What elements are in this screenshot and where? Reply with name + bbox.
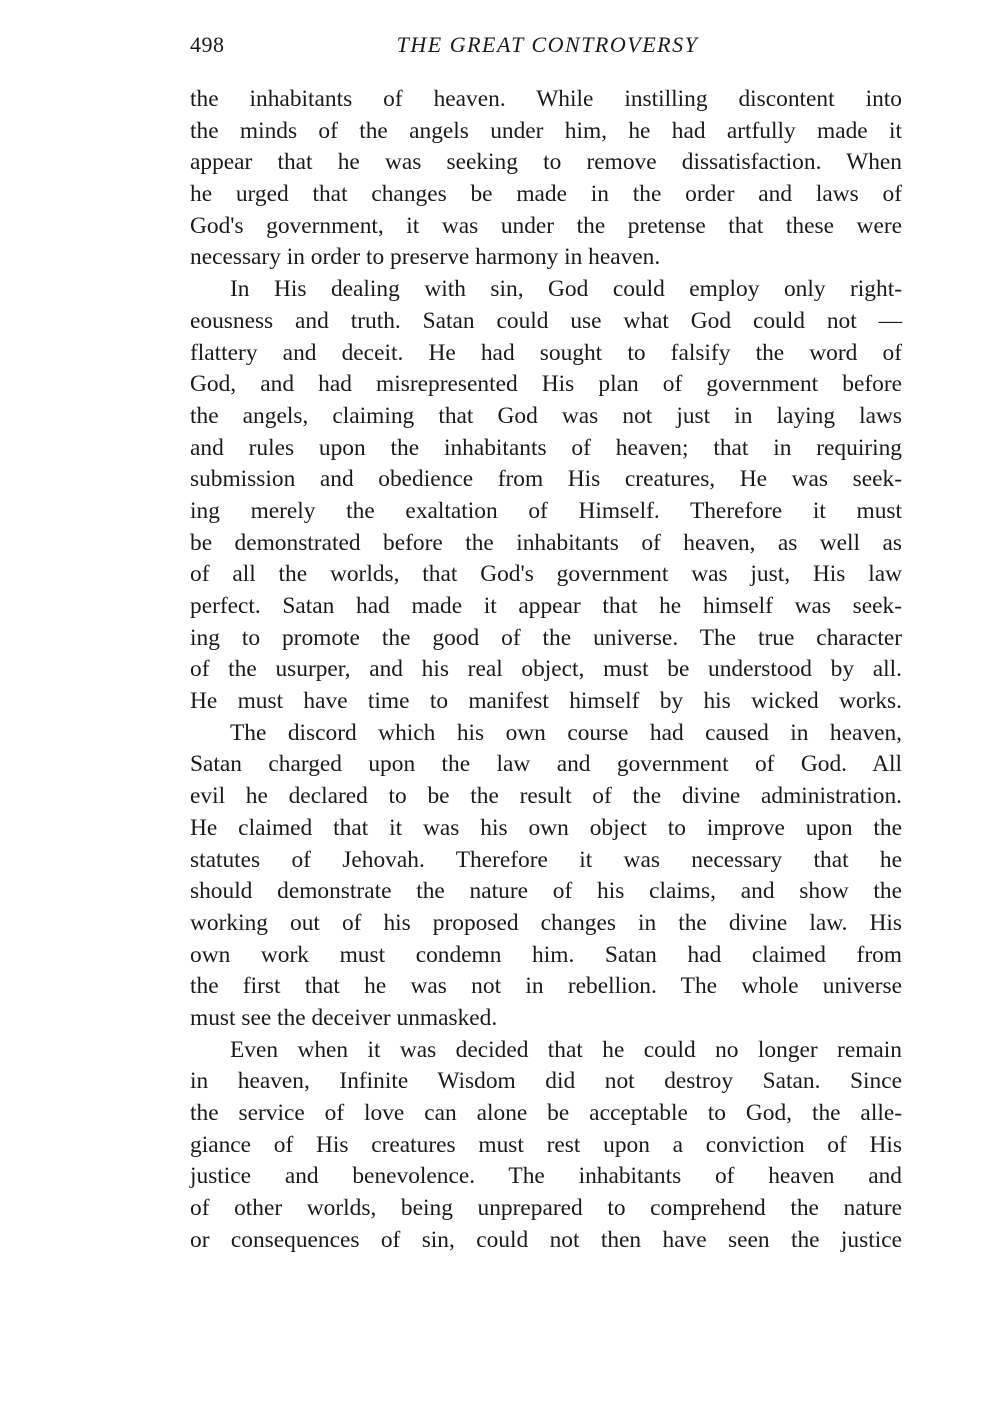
page-number: 498	[190, 32, 225, 57]
text-line: in heaven, Infinite Wisdom did not destroy Satan. Since	[190, 1068, 902, 1095]
text-line: working out of his proposed changes in the divine law. His	[190, 909, 902, 936]
paragraph-start-line: The discord which his own course had caused in heaven,	[230, 719, 902, 746]
page-header	[190, 32, 905, 62]
body-text	[190, 84, 902, 1256]
text-line: own work must condemn him. Satan had claimed from	[190, 941, 902, 968]
text-line: God's government, it was under the pretense that these were	[190, 212, 902, 239]
text-line: be demonstrated before the inhabitants of heaven, as well as	[190, 529, 902, 556]
text-line: or consequences of sin, could not then have seen the justice	[190, 1226, 902, 1253]
text-line: ing merely the exaltation of Himself. Therefore it must	[190, 497, 902, 524]
text-line: statutes of Jehovah. Therefore it was necessary that he	[190, 846, 902, 873]
text-line: ing to promote the good of the universe. The true character	[190, 624, 902, 651]
text-line: giance of His creatures must rest upon a conviction of His	[190, 1131, 902, 1158]
text-line: the first that he was not in rebellion. The whole universe	[190, 973, 902, 1000]
text-line: the minds of the angels under him, he had artfully made it	[190, 117, 902, 144]
text-line: the angels, claiming that God was not just in laying laws	[190, 402, 902, 429]
text-line: should demonstrate the nature of his claims, and show the	[190, 878, 902, 905]
text-line: God, and had misrepresented His plan of government before	[190, 371, 902, 398]
text-line: of other worlds, being unprepared to comprehend the nature	[190, 1195, 902, 1222]
text-line: of the usurper, and his real object, must be understood by all.	[190, 656, 902, 683]
text-line: appear that he was seeking to remove dissatisfaction. When	[190, 149, 902, 176]
text-line: the service of love can alone be acceptable to God, the alle-	[190, 1100, 902, 1126]
text-line: He must have time to manifest himself by his wicked works.	[190, 688, 902, 715]
text-line: Satan charged upon the law and government of God. All	[190, 751, 902, 778]
text-line: the inhabitants of heaven. While instilling discontent into	[190, 86, 902, 112]
text-line: justice and benevolence. The inhabitants of heaven and	[190, 1163, 902, 1190]
running-title: THE GREAT CONTROVERSY	[396, 32, 699, 57]
paragraph-start-line: In His dealing with sin, God could employ only right-	[230, 276, 902, 303]
text-line: flattery and deceit. He had sought to falsify the word of	[190, 339, 902, 366]
text-line: eousness and truth. Satan could use what God could not —	[190, 307, 902, 334]
paragraph-start-line: Even when it was decided that he could no longer remain	[230, 1036, 902, 1063]
text-line: must see the deceiver unmasked.	[190, 1004, 498, 1031]
text-line: perfect. Satan had made it appear that he himself was seek-	[190, 593, 902, 619]
text-line: submission and obedience from His creatures, He was seek-	[190, 466, 902, 493]
text-line: necessary in order to preserve harmony in heaven.	[190, 244, 661, 271]
text-line: of all the worlds, that God's government was just, His law	[190, 561, 902, 588]
text-line: and rules upon the inhabitants of heaven; that in requiring	[190, 434, 902, 461]
text-line: evil he declared to be the result of the divine administration.	[190, 783, 902, 810]
text-line: he urged that changes be made in the order and laws of	[190, 181, 902, 208]
text-line: He claimed that it was his own object to improve upon the	[190, 814, 902, 841]
